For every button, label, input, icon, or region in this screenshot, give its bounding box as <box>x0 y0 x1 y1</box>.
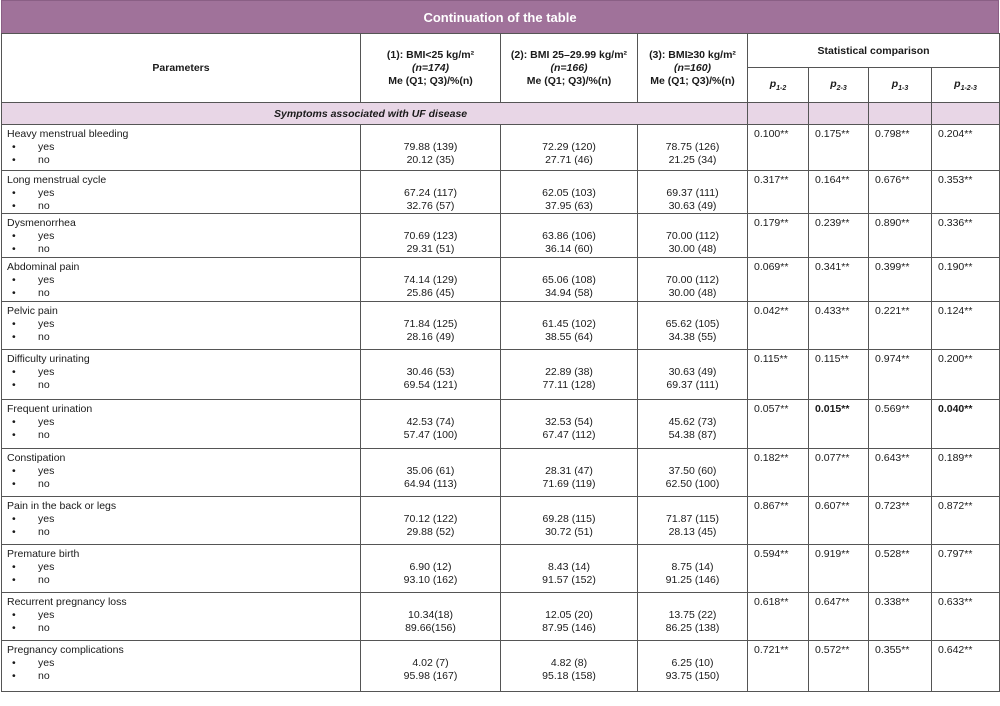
bullet-icon: • <box>12 609 16 621</box>
header-group2: (2): BMI 25–29.99 kg/m² (n=166) Me (Q1; Q3)/%(n) <box>501 34 638 103</box>
value-no: 30.63 (49) <box>668 200 717 212</box>
group-value-cell-g1 <box>361 497 501 545</box>
value-no: 54.38 (87) <box>668 429 717 441</box>
table-row <box>2 258 1000 302</box>
parameter-name: Pain in the back or legs <box>7 500 117 512</box>
p-value-1-2: 0.594** <box>748 545 809 593</box>
value-yes: 4.82 (8) <box>550 657 588 669</box>
yes-label: yes <box>38 513 55 525</box>
bullet-icon: • <box>12 200 16 212</box>
group-value-cell-g1 <box>361 545 501 593</box>
value-yes: 78.75 (126) <box>665 141 720 153</box>
value-no: 95.18 (158) <box>542 670 596 682</box>
value-yes: 6.25 (10) <box>671 657 714 669</box>
value-yes: 8.75 (14) <box>671 561 714 573</box>
parameter-cell <box>2 449 361 497</box>
value-no: 20.12 (35) <box>406 154 455 166</box>
group-value-cell-g3 <box>638 497 748 545</box>
section-row <box>2 103 1000 125</box>
p-value-1-2: 0.721** <box>748 641 809 692</box>
p-value-2-3: 0.572** <box>809 641 869 692</box>
group-value-cell-g3 <box>638 302 748 350</box>
value-no: 67.47 (112) <box>542 429 596 441</box>
header-parameters: Parameters <box>2 34 361 103</box>
group-value-cell-g3 <box>638 258 748 302</box>
parameter-name: Pregnancy complications <box>7 644 124 656</box>
group-value-cell-g2 <box>501 171 638 214</box>
value-no: 91.25 (146) <box>665 574 720 586</box>
yes-label: yes <box>38 274 55 286</box>
group-value-cell-g2 <box>501 497 638 545</box>
group-value-cell-g1 <box>361 641 501 692</box>
value-yes: 71.87 (115) <box>666 513 719 525</box>
value-yes: 28.31 (47) <box>545 465 593 477</box>
table-row <box>2 497 1000 545</box>
parameter-name: Abdominal pain <box>7 261 80 273</box>
p-value-1-3: 0.890** <box>869 214 932 258</box>
value-no: 28.13 (45) <box>668 526 717 538</box>
value-no: 21.25 (34) <box>668 154 717 166</box>
p-value-1-2-3: 0.190** <box>932 258 1000 302</box>
parameter-cell <box>2 641 361 692</box>
value-yes: 30.63 (49) <box>668 366 717 378</box>
p-value-2-3: 0.607** <box>809 497 869 545</box>
no-label: no <box>38 478 50 490</box>
value-no: 30.00 (48) <box>668 287 717 299</box>
p-value-2-3: 0.115** <box>809 350 869 400</box>
p-value-1-2: 0.182** <box>748 449 809 497</box>
p-value-1-2: 0.115** <box>748 350 809 400</box>
bullet-icon: • <box>12 429 16 441</box>
group-value-cell-g2 <box>501 350 638 400</box>
group-value-cell-g1 <box>361 302 501 350</box>
yes-label: yes <box>38 561 55 573</box>
p-value-1-2-3: 0.633** <box>932 593 1000 641</box>
value-yes: 69.37 (111) <box>666 187 719 199</box>
group-value-cell-g3 <box>638 593 748 641</box>
yes-label: yes <box>38 141 55 153</box>
parameter-cell <box>2 497 361 545</box>
header-group3: (3): BMI≥30 kg/m² (n=160) Me (Q1; Q3)/%(n) <box>638 34 748 103</box>
group-value-cell-g3 <box>638 545 748 593</box>
value-yes: 45.62 (73) <box>668 416 717 428</box>
table-page <box>1 0 999 692</box>
yes-label: yes <box>38 318 55 330</box>
parameter-name: Frequent urination <box>7 403 93 415</box>
value-no: 38.55 (64) <box>545 331 593 343</box>
table-title: Continuation of the table <box>1 0 999 33</box>
no-label: no <box>38 200 50 212</box>
value-yes: 72.29 (120) <box>542 141 596 153</box>
group-value-cell-g2 <box>501 125 638 171</box>
value-no: 34.94 (58) <box>545 287 593 299</box>
group-value-cell-g1 <box>361 593 501 641</box>
p-value-1-2-3: 0.797** <box>932 545 1000 593</box>
value-no: 27.71 (46) <box>545 154 593 166</box>
bullet-icon: • <box>12 622 16 634</box>
value-yes: 32.53 (54) <box>545 416 593 428</box>
group-value-cell-g3 <box>638 171 748 214</box>
header-p-2-3: $p_{2-3}$ <box>809 68 869 103</box>
value-yes: 61.45 (102) <box>542 318 596 330</box>
value-yes: 8.43 (14) <box>547 561 591 573</box>
group-value-cell-g3 <box>638 449 748 497</box>
data-table <box>1 33 1000 692</box>
parameter-name: Long menstrual cycle <box>7 174 107 186</box>
no-label: no <box>38 379 50 391</box>
p-value-2-3: 0.175** <box>809 125 869 171</box>
p-value-1-2: 0.317** <box>748 171 809 214</box>
no-label: no <box>38 154 50 166</box>
group-value-cell-g2 <box>501 593 638 641</box>
yes-label: yes <box>38 230 55 242</box>
group-value-cell-g3 <box>638 641 748 692</box>
group-value-cell-g2 <box>501 214 638 258</box>
value-no: 30.72 (51) <box>545 526 593 538</box>
p-value-1-2-3: 0.353** <box>932 171 1000 214</box>
p-value-1-2: 0.179** <box>748 214 809 258</box>
value-yes: 30.46 (53) <box>406 366 455 378</box>
table-row <box>2 171 1000 214</box>
parameter-name: Heavy menstrual bleeding <box>7 128 129 140</box>
table-row <box>2 641 1000 692</box>
value-no: 25.86 (45) <box>406 287 455 299</box>
value-yes: 70.00 (112) <box>666 230 719 242</box>
p-value-1-2: 0.100** <box>748 125 809 171</box>
parameter-cell <box>2 258 361 302</box>
group-value-cell-g2 <box>501 400 638 449</box>
parameter-name: Recurrent pregnancy loss <box>7 596 127 608</box>
parameter-name: Difficulty urinating <box>7 353 90 365</box>
p-value-1-3: 0.569** <box>869 400 932 449</box>
value-yes: 35.06 (61) <box>406 465 455 477</box>
table-row <box>2 449 1000 497</box>
parameter-cell <box>2 214 361 258</box>
group-value-cell-g1 <box>361 258 501 302</box>
table-row <box>2 593 1000 641</box>
value-yes: 22.89 (38) <box>545 366 593 378</box>
group-value-cell-g1 <box>361 125 501 171</box>
yes-label: yes <box>38 416 55 428</box>
bullet-icon: • <box>12 318 16 330</box>
bullet-icon: • <box>12 287 16 299</box>
value-yes: 63.86 (106) <box>542 230 596 242</box>
bullet-icon: • <box>12 366 16 378</box>
group-value-cell-g3 <box>638 350 748 400</box>
group-value-cell-g2 <box>501 545 638 593</box>
p-value-1-2-3: 0.642** <box>932 641 1000 692</box>
no-label: no <box>38 331 50 343</box>
value-no: 32.76 (57) <box>406 200 455 212</box>
value-yes: 12.05 (20) <box>545 609 593 621</box>
group-value-cell-g1 <box>361 171 501 214</box>
value-no: 91.57 (152) <box>542 574 596 586</box>
value-yes: 74.14 (129) <box>403 274 458 286</box>
p-value-1-3: 0.643** <box>869 449 932 497</box>
header-p-1-2-3: $p_{1-2-3}$ <box>932 68 1000 103</box>
parameter-cell <box>2 125 361 171</box>
p-value-1-3: 0.974** <box>869 350 932 400</box>
value-yes: 71.84 (125) <box>403 318 458 330</box>
value-yes: 37.50 (60) <box>668 465 717 477</box>
p-value-1-3: 0.676** <box>869 171 932 214</box>
bullet-icon: • <box>12 574 16 586</box>
value-no: 36.14 (60) <box>545 243 593 255</box>
p-value-1-3: 0.399** <box>869 258 932 302</box>
value-no: 34.38 (55) <box>668 331 717 343</box>
value-no: 93.75 (150) <box>665 670 720 682</box>
p-value-1-2-3: 0.336** <box>932 214 1000 258</box>
value-yes: 10.34(18) <box>408 609 453 621</box>
value-no: 89.66(156) <box>405 622 456 634</box>
bullet-icon: • <box>12 230 16 242</box>
table-row <box>2 545 1000 593</box>
parameter-name: Constipation <box>7 452 66 464</box>
p-value-1-2: 0.069** <box>748 258 809 302</box>
table-row <box>2 350 1000 400</box>
parameter-cell <box>2 400 361 449</box>
p-value-1-2: 0.867** <box>748 497 809 545</box>
bullet-icon: • <box>12 243 16 255</box>
value-no: 86.25 (138) <box>665 622 720 634</box>
value-no: 57.47 (100) <box>403 429 458 441</box>
value-yes: 6.90 (12) <box>409 561 452 573</box>
value-no: 29.88 (52) <box>406 526 455 538</box>
yes-label: yes <box>38 657 55 669</box>
table-row <box>2 302 1000 350</box>
yes-label: yes <box>38 187 55 199</box>
p-value-1-3: 0.221** <box>869 302 932 350</box>
bullet-icon: • <box>12 379 16 391</box>
p-value-2-3: 0.164** <box>809 171 869 214</box>
value-no: 30.00 (48) <box>668 243 717 255</box>
table-row <box>2 125 1000 171</box>
value-no: 93.10 (162) <box>403 574 458 586</box>
bullet-icon: • <box>12 670 16 682</box>
value-no: 37.95 (63) <box>545 200 593 212</box>
parameter-name: Pelvic pain <box>7 305 58 317</box>
bullet-icon: • <box>12 561 16 573</box>
value-yes: 69.28 (115) <box>542 513 596 525</box>
no-label: no <box>38 287 50 299</box>
p-value-2-3: 0.239** <box>809 214 869 258</box>
parameter-name: Premature birth <box>7 548 80 560</box>
value-yes: 70.69 (123) <box>403 230 458 242</box>
group-value-cell-g3 <box>638 125 748 171</box>
p-value-1-3: 0.528** <box>869 545 932 593</box>
value-no: 71.69 (119) <box>542 478 596 490</box>
p-value-1-2-3: 0.189** <box>932 449 1000 497</box>
group-value-cell-g3 <box>638 214 748 258</box>
header-group1: (1): BMI<25 kg/m² (n=174) Me (Q1; Q3)/%(n) <box>361 34 501 103</box>
group-value-cell-g3 <box>638 400 748 449</box>
bullet-icon: • <box>12 526 16 538</box>
bullet-icon: • <box>12 187 16 199</box>
value-no: 64.94 (113) <box>404 478 457 490</box>
no-label: no <box>38 526 50 538</box>
section-title: Symptoms associated with UF disease <box>2 103 748 125</box>
no-label: no <box>38 574 50 586</box>
bullet-icon: • <box>12 154 16 166</box>
no-label: no <box>38 622 50 634</box>
value-yes: 65.62 (105) <box>665 318 720 330</box>
value-no: 69.37 (111) <box>666 379 719 391</box>
value-yes: 79.88 (139) <box>403 141 458 153</box>
p-value-1-3: 0.723** <box>869 497 932 545</box>
p-value-1-2-3: 0.200** <box>932 350 1000 400</box>
value-yes: 70.12 (122) <box>403 513 458 525</box>
bullet-icon: • <box>12 274 16 286</box>
bullet-icon: • <box>12 331 16 343</box>
p-value-1-2-3: 0.124** <box>932 302 1000 350</box>
p-value-1-2-3: 0.872** <box>932 497 1000 545</box>
p-value-2-3: 0.919** <box>809 545 869 593</box>
value-yes: 70.00 (112) <box>666 274 719 286</box>
bullet-icon: • <box>12 141 16 153</box>
p-value-1-2: 0.057** <box>748 400 809 449</box>
value-no: 95.98 (167) <box>403 670 458 682</box>
yes-label: yes <box>38 609 55 621</box>
parameter-cell <box>2 350 361 400</box>
group-value-cell-g1 <box>361 350 501 400</box>
parameter-cell <box>2 545 361 593</box>
group-value-cell-g2 <box>501 449 638 497</box>
value-no: 62.50 (100) <box>665 478 720 490</box>
value-yes: 42.53 (74) <box>406 416 455 428</box>
p-value-2-3: 0.077** <box>809 449 869 497</box>
p-value-2-3: 0.341** <box>809 258 869 302</box>
group-value-cell-g2 <box>501 302 638 350</box>
p-value-1-2: 0.042** <box>748 302 809 350</box>
yes-label: yes <box>38 366 55 378</box>
bullet-icon: • <box>12 416 16 428</box>
p-value-2-3: 0.647** <box>809 593 869 641</box>
p-value-2-3: 0.433** <box>809 302 869 350</box>
value-yes: 67.24 (117) <box>404 187 457 199</box>
parameter-cell <box>2 302 361 350</box>
p-value-1-3: 0.338** <box>869 593 932 641</box>
bullet-icon: • <box>12 657 16 669</box>
value-yes: 62.05 (103) <box>542 187 596 199</box>
value-no: 87.95 (146) <box>542 622 596 634</box>
header-p-1-3: $p_{1-3}$ <box>869 68 932 103</box>
p-value-1-2-3: 0.040** <box>932 400 1000 449</box>
table-row <box>2 400 1000 449</box>
value-no: 69.54 (121) <box>403 379 458 391</box>
header-statistical-comparison: Statistical comparison <box>748 34 1000 68</box>
p-value-1-2: 0.618** <box>748 593 809 641</box>
bullet-icon: • <box>12 478 16 490</box>
group-value-cell-g1 <box>361 400 501 449</box>
group-value-cell-g1 <box>361 214 501 258</box>
parameter-cell <box>2 171 361 214</box>
yes-label: yes <box>38 465 55 477</box>
no-label: no <box>38 670 50 682</box>
bullet-icon: • <box>12 465 16 477</box>
group-value-cell-g2 <box>501 641 638 692</box>
value-no: 77.11 (128) <box>542 379 596 391</box>
p-value-1-2-3: 0.204** <box>932 125 1000 171</box>
p-value-2-3: 0.015** <box>809 400 869 449</box>
bullet-icon: • <box>12 513 16 525</box>
value-yes: 4.02 (7) <box>412 657 449 669</box>
table-row <box>2 214 1000 258</box>
header-p-1-2: $p_{1-2}$ <box>748 68 809 103</box>
group-value-cell-g2 <box>501 258 638 302</box>
group-value-cell-g1 <box>361 449 501 497</box>
value-yes: 65.06 (108) <box>542 274 596 286</box>
parameter-cell <box>2 593 361 641</box>
p-value-1-3: 0.798** <box>869 125 932 171</box>
value-no: 29.31 (51) <box>406 243 455 255</box>
no-label: no <box>38 429 50 441</box>
value-no: 28.16 (49) <box>406 331 455 343</box>
value-yes: 13.75 (22) <box>668 609 717 621</box>
parameter-name: Dysmenorrhea <box>7 217 76 229</box>
no-label: no <box>38 243 50 255</box>
p-value-1-3: 0.355** <box>869 641 932 692</box>
